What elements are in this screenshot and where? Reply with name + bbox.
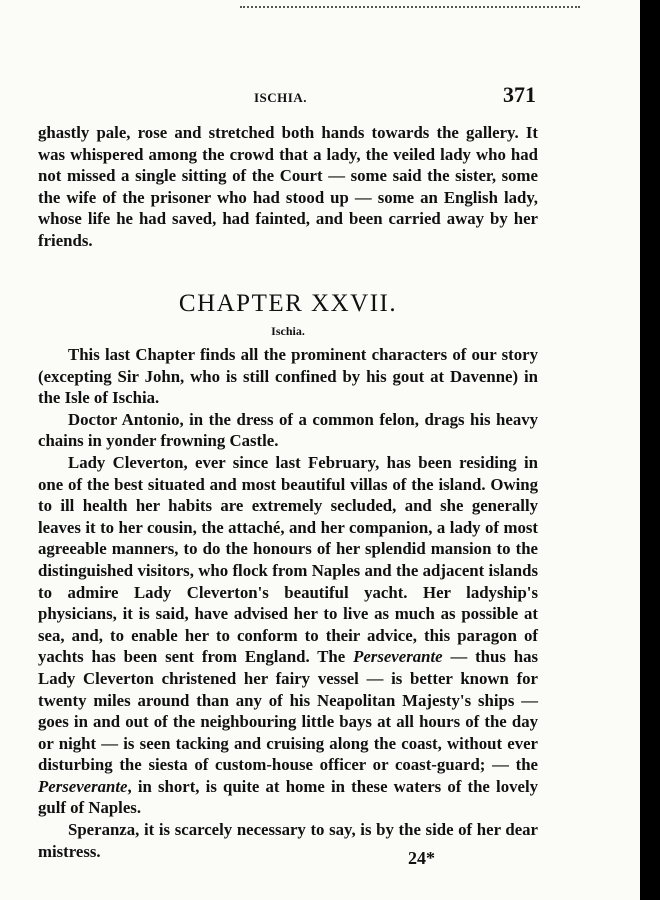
paragraph-3-part-b: — thus has Lady Cleverton christened her fairy vessel — is better known for twenty miles around than any of his Neapolitan Majesty's ships — goes in and out of the neighbouring little bays at all hours of the day or night — is seen tacking and cruising along the coast, without ever disturbing the siesta of custom-house officer or coast-guard; — the xyxy=(38,647,539,775)
paragraph-3-part-c: , in short, is quite at home in these waters of the lovely gulf of Naples. xyxy=(38,776,538,818)
page-number: 371 xyxy=(503,82,536,107)
running-head: ISCHIA. xyxy=(254,90,307,105)
ship-name-1: Perseverante xyxy=(353,647,443,667)
paragraph-3 xyxy=(38,452,538,819)
scan-edge xyxy=(640,0,660,900)
signature-mark: 24* xyxy=(408,848,435,868)
scan-artifact xyxy=(240,6,580,11)
chapter-body xyxy=(38,344,538,862)
paragraph-1: This last Chapter finds all the prominent characters of our story (excepting Sir John, who is still confined by his gout at Davenne) in the Isle of Ischia. xyxy=(38,345,538,408)
paragraph-3-part-a: Lady Cleverton, ever since last February, has been residing in one of the best situated and most beautiful villas of the island. Owing to ill health her habits are extremely secluded, and she generally leaves it to her cousin, the attaché, and her companion, a lady of most agreeable manners, to do the honours of her splendid mansion to the distinguished visitors, who flock from Naples and the adjacent islands to admire Lady Cleverton's beautiful yacht. Her ladyship's physicians, it is said, have advised her to live as much as possible at sea, and, to enable her to conform to their advice, this paragon of yachts has been sent from England. The xyxy=(38,452,538,667)
chapter-subtitle: Ischia. xyxy=(271,324,305,338)
chapter-title: CHAPTER XXVII. xyxy=(178,290,398,317)
carryover-paragraph-block xyxy=(38,122,538,252)
paragraph-2: Doctor Antonio, in the dress of a common felon, drags his heavy chains in yonder frowning Castle. xyxy=(38,409,538,451)
carryover-paragraph: ghastly pale, rose and stretched both hands towards the gallery. It was whispered among the crowd that a lady, the veiled lady who had not missed a single sitting of the Court — some said the sister, some the wife of the prisoner who had stood up — some an English lady, whose life he had saved, had fainted, and been carried away by her friends. xyxy=(38,123,538,250)
paragraph-4: Speranza, it is scarcely necessary to say, is by the side of her dear mistress. xyxy=(38,820,538,861)
ship-name-2: Perseverante xyxy=(38,776,128,796)
